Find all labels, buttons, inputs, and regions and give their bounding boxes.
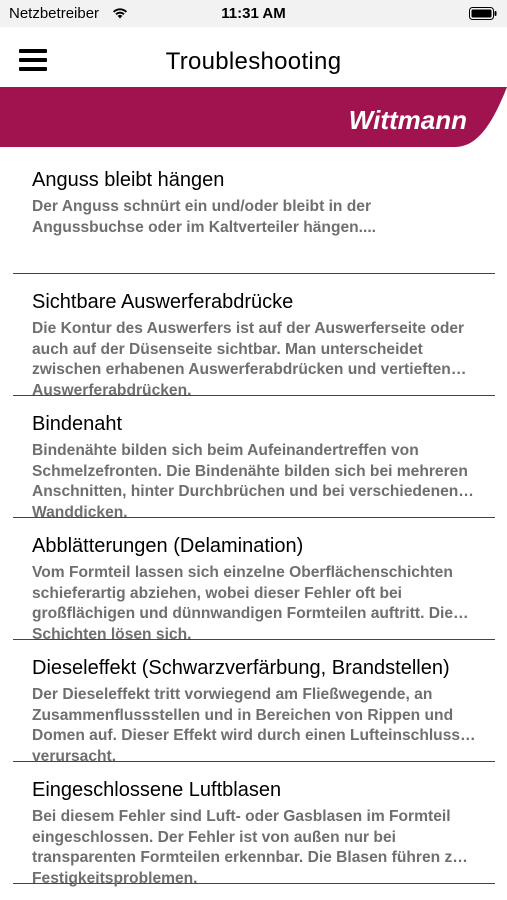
list-item-description: Bei diesem Fehler sind Luft- oder Gasblasen im Formteil eingeschlossen. Der Fehler ist von außen nur bei transparenten Formteilen erkennbar. Die Blasen führen zu Festigkeitsproblemen. [32,808,462,887]
list-item[interactable] [13,274,495,399]
troubleshooting-list [13,152,495,887]
list-item-description: Bindenähte bilden sich beim Aufeinandertreffen von Schmelzefronten. Die Bindenähte bilden sich bei mehreren Anschnitten, hinter Durchbrüchen und bei verschiedenen Wanddicken. [32,442,468,521]
list-item[interactable] [13,518,495,643]
list-item-description: Vom Formteil lassen sich einzelne Oberflächenschichten schieferartig abziehen, wobei dieser Fehler oft bei großflächigen und dünnwandigen Formteilen auftritt. Die Schichten lösen sich. [32,564,454,643]
status-bar [0,0,507,27]
list-item[interactable] [13,640,495,765]
list-item-title: Eingeschlossene Luftblasen [32,779,282,801]
list-item-title: Sichtbare Auswerferabdrücke [32,291,294,313]
list-item-description: Der Dieseleffekt tritt vorwiegend am Fließwegende, an Zusammenflussstellen und in Bereichen von Rippen und Domen auf. Dieser Effekt wird durch einen Lufteinschluss verursacht. [32,686,461,765]
list-item-description: Die Kontur des Auswerfers ist auf der Auswerferseite oder auch auf der Düsenseite sichtbar. Man unterscheidet zwischen erhabenen Auswerferabdrücken und vertieften Auswerferabdrücken. [32,320,465,399]
page-title: Troubleshooting [165,48,342,75]
battery-icon [469,7,497,20]
list-item-title: Bindenaht [32,413,123,435]
list-item-title: Abblätterungen (Delamination) [32,535,304,557]
list-item[interactable] [13,396,495,521]
list-item[interactable] [13,762,495,887]
list-item[interactable] [13,152,495,274]
carrier-label: Netzbetreiber [9,5,100,22]
list-item-title: Anguss bleibt hängen [32,169,225,191]
wittmann-logo: Wittmann [348,105,467,135]
brand-banner [0,87,507,147]
brand-banner-shape [0,87,507,147]
status-time: 11:31 AM [221,5,286,22]
list-item-title: Dieseleffekt (Schwarzverfärbung, Brandstellen) [32,657,450,679]
list-item-description: Der Anguss schnürt ein und/oder bleibt in der Angussbuchse oder im Kaltverteiler hängen.... [32,198,377,236]
navigation-bar [0,27,507,87]
